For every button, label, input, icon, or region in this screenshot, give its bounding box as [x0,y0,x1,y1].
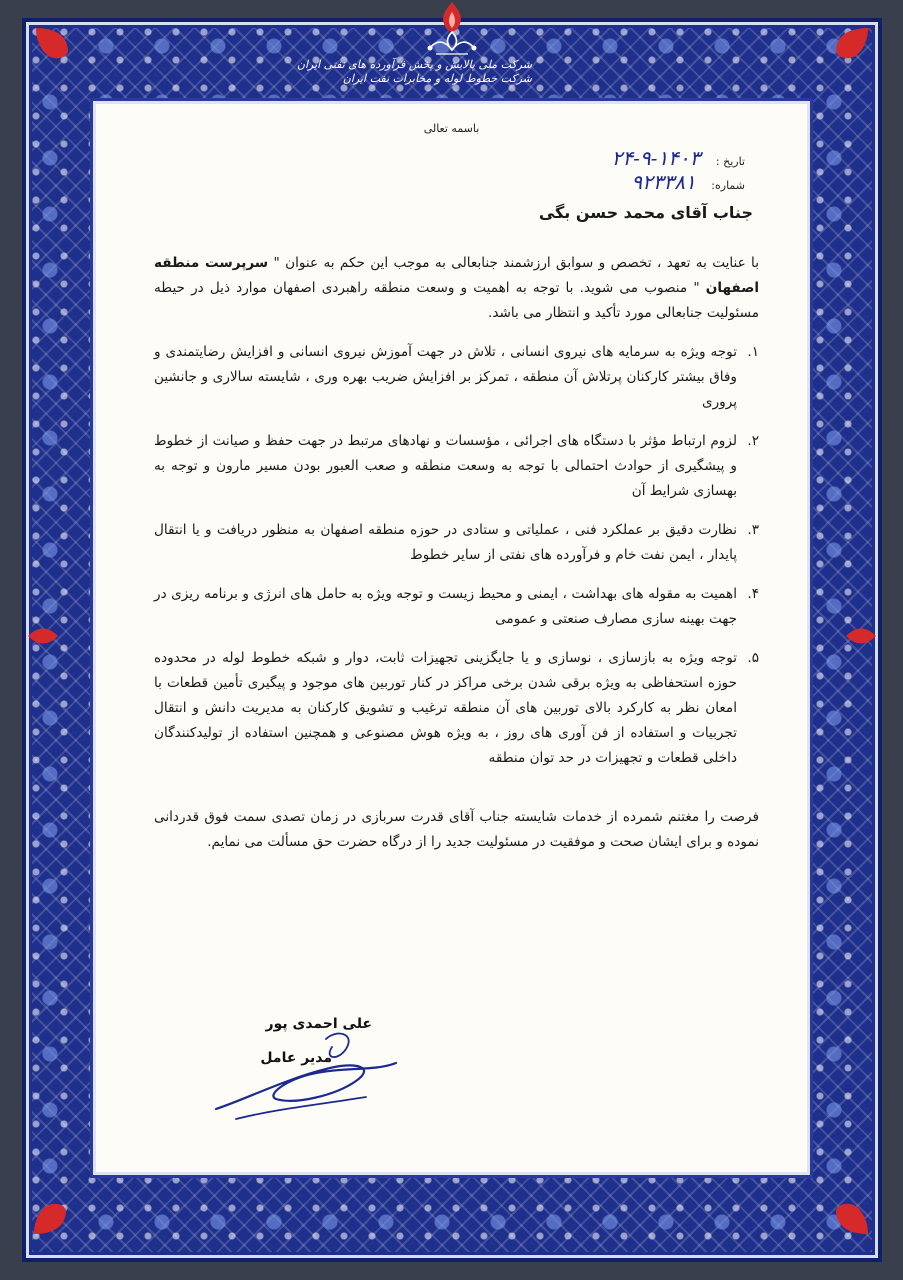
letter-meta [485,146,745,194]
list-item [154,646,759,771]
flame-ornament-icon [30,22,74,66]
list-item-text: توجه ویژه به سرمایه های نیروی انسانی ، تلاش در جهت آموزش نیروی انسانی و افزایش رضایتمندی و وفاق بیشتر کارکنان پرتلاش آن منطقه ، تمرکز بر افزایش ضریب بهره وری ، شایسته سالاری و جانشین پروری [154,344,737,410]
list-item [154,518,759,568]
date-label: تاریخ : [715,155,745,168]
list-item-text: توجه ویژه به بازسازی ، نوسازی و یا جایگزینی تجهیزات ثابت، دوار و شبکه خطوط لوله در محدوده حوزه استحفاظی به ویژه برقی شدن برخی مراکز در کنار توربین های موجود و پیگیری تأمین قطعات با امعان نظر به کارکرد بالای توربین های آن منطقه ترغیب و تشویق کارکنان به مدیریت دانش و انتقال تجربیات و استفاده از فن آوری های روز ، به ویژه هوش مصنوعی و همچنین استفاده از تولیدکنندگان داخلی قطعات و تجهیزات در حد توان منطقه [154,650,737,766]
emblem-icon [422,30,482,56]
list-item-number: ۲. [747,433,759,449]
company-name-secondary: شرکت خطوط لوله و مخابرات نفت ایران [342,72,532,85]
list-item-number: ۴. [747,586,759,602]
signer-name: علی احمدی پور [265,1016,372,1032]
number-label: شماره: [711,179,745,192]
list-item-number: ۳. [747,522,759,538]
company-name-primary: شرکت ملی پالایش و پخش فرآورده های نفتی ایران [296,58,532,71]
list-item-text: نظارت دقیق بر عملکرد فنی ، عملیاتی و ستادی در حوزه منطقه اصفهان به منظور دریافت و یا انتقال پایدار ، ایمن نفت خام و فرآورده های نفتی از سایر خطوط [154,522,737,563]
flame-ornament-icon [26,622,60,650]
letterhead [296,30,532,102]
flame-ornament-icon [830,1196,874,1240]
intro-paragraph [154,251,759,326]
intro-text-part1: با عنایت به تعهد ، تخصص و سوابق ارزشمند جنابعالی به موجب این حکم به عنوان " [268,255,759,271]
recipient-heading: جناب آقای محمد حسن بگی [538,203,753,222]
letter-body [154,200,759,869]
date-value: ۱۴۰۳-۹-۲۴ [611,146,701,170]
list-item [154,429,759,504]
intro-text-part2: " منصوب می شوید. با توجه به اهمیت و وسعت منطقه راهبردی اصفهان موارد ذیل در حیطه مسئولیت جنابعالی مورد تأکید و انتظار می باشد. [154,280,759,321]
signer-title: مدیر عامل [260,1050,332,1066]
list-item-text: اهمیت به مقوله های بهداشت ، ایمنی و محیط زیست و توجه ویژه به حامل های انرژی و برنامه ریزی در جهت بهینه سازی مصارف صنعتی و عمومی [154,586,737,627]
closing-paragraph: فرصت را مغتنم شمرده از خدمات شایسته جناب آقای قدرت سربازی در زمان تصدی سمت فوق قدردانی نموده و برای ایشان صحت و موفقیت در مسئولیت جدید را از درگاه حضرت حق مسألت می نمایم. [154,809,759,850]
list-item-number: ۱. [747,344,759,360]
flame-ornament-icon [830,22,874,66]
list-item [154,582,759,632]
letter-paper [96,104,807,1172]
signature-scribble [206,1009,406,1129]
invocation: باسمه تعالی [423,122,480,135]
number-row [485,170,745,194]
list-item-number: ۵. [747,650,759,666]
number-value: ۹۲۳۳۸۱ [631,170,696,194]
intro-bold-position: سرپرست منطقه اصفهان [154,255,759,296]
list-item-text: لزوم ارتباط مؤثر با دستگاه های اجرائی ، مؤسسات و نهادهای مرتبط در جهت حفظ و صیانت از خطوط و پیشگیری از حوادث احتمالی با توجه به وسعت منطقه و صعب العبور بودن مسیر مارون و توجه به بهسازی شرایط آن [154,433,737,499]
flame-ornament-icon [844,622,878,650]
date-row [485,146,745,170]
flame-ornament-icon [28,1196,72,1240]
list-item [154,340,759,415]
